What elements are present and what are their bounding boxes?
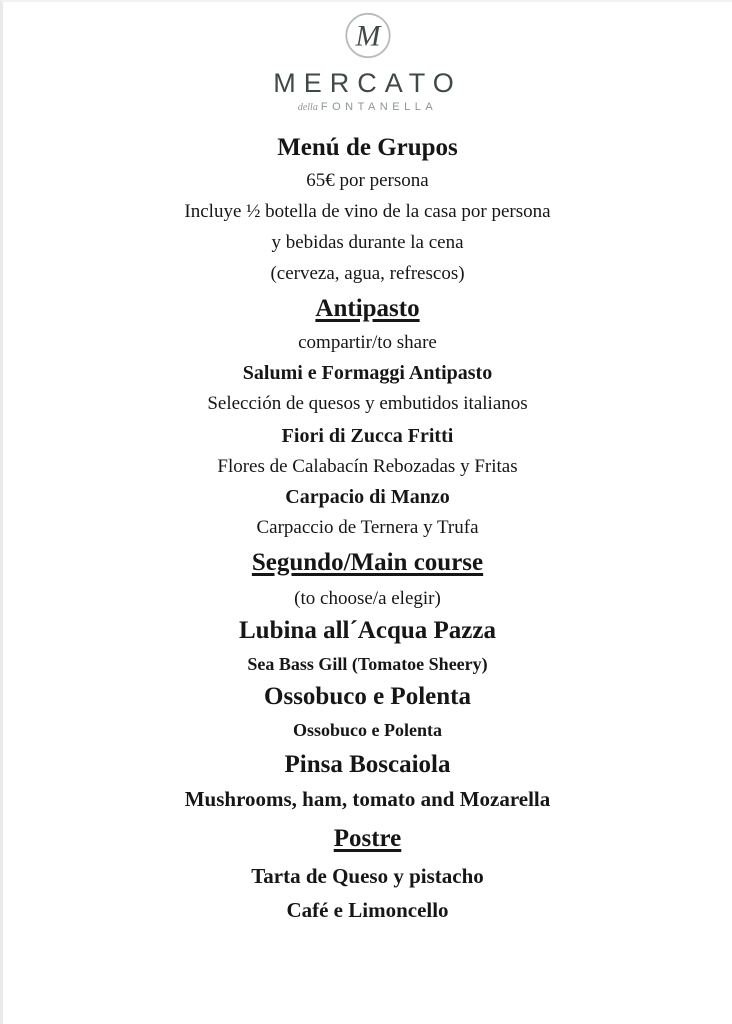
brand-name: MERCATO bbox=[273, 68, 462, 98]
restaurant-logo bbox=[3, 2, 732, 115]
dish-name: Café e Limoncello bbox=[286, 898, 449, 922]
dish-name: Lubina all´Acqua Pazza bbox=[239, 617, 496, 644]
brand-subtitle-prefix: della bbox=[297, 102, 318, 113]
dish-desc: Flores de Calabacín Rebozadas y Fritas bbox=[217, 456, 518, 477]
includes-line-3: (cerveza, agua, refrescos) bbox=[270, 263, 465, 284]
dish-name: Fiori di Zucca Fritti bbox=[281, 425, 454, 447]
dish-name: Carpacio di Manzo bbox=[285, 486, 450, 508]
dish-desc: Selección de quesos y embutidos italianos bbox=[207, 393, 528, 414]
brand-subtitle bbox=[3, 100, 732, 115]
dish-desc: Ossobuco e Polenta bbox=[292, 720, 442, 740]
section-heading-antipasto: Antipasto bbox=[315, 295, 420, 322]
dish-desc: Carpaccio de Ternera y Trufa bbox=[256, 517, 479, 538]
menu-title: Menú de Grupos bbox=[277, 134, 458, 161]
dish-desc: Mushrooms, ham, tomato and Mozarella bbox=[184, 787, 551, 811]
dish-name: Ossobuco e Polenta bbox=[264, 683, 471, 710]
brand-monogram-icon bbox=[339, 12, 397, 68]
dish-name: Salumi e Formaggi Antipasto bbox=[242, 362, 493, 384]
dish-name: Tarta de Queso y pistacho bbox=[251, 864, 484, 888]
svg-text:M: M bbox=[355, 19, 380, 53]
includes-line-1: Incluye ½ botella de vino de la casa por persona bbox=[184, 201, 551, 222]
includes-line-2: y bebidas durante la cena bbox=[271, 232, 464, 253]
dish-name: Pinsa Boscaiola bbox=[284, 751, 451, 778]
section-note-antipasto: compartir/to share bbox=[298, 332, 437, 353]
brand-subtitle-name: FONTANELLA bbox=[320, 101, 438, 113]
section-heading-postre: Postre bbox=[333, 825, 402, 852]
price-line: 65€ por persona bbox=[306, 170, 429, 191]
section-heading-segundo: Segundo/Main course bbox=[251, 549, 484, 576]
section-note-segundo: (to choose/a elegir) bbox=[294, 588, 441, 609]
dish-desc: Sea Bass Gill (Tomatoe Sheery) bbox=[247, 654, 488, 674]
